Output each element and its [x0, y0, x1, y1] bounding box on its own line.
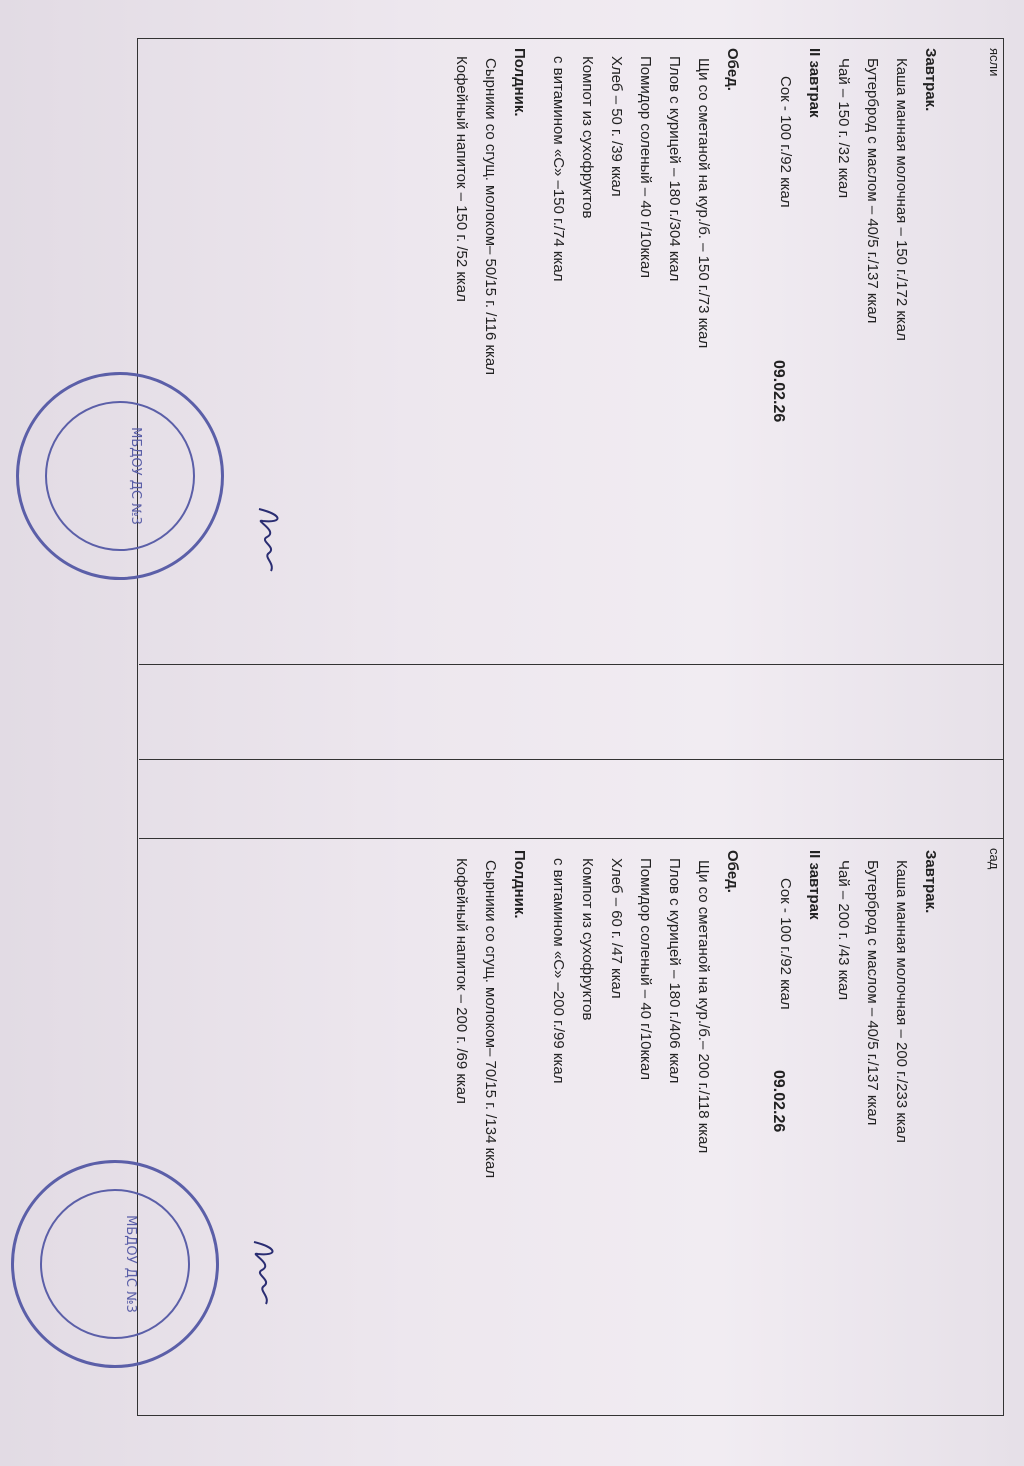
menu-item: Компот из сухофруктов — [579, 56, 596, 219]
signature-left — [249, 505, 289, 575]
kindergarten-second-breakfast-heading: II завтрак — [806, 850, 823, 920]
signature-right — [244, 1238, 284, 1308]
kindergarten-breakfast-heading: Завтрак. — [922, 850, 939, 914]
nursery-tag: ясли — [987, 48, 1002, 77]
nursery-lunch-heading: Обед. — [724, 48, 741, 91]
menu-item: Щи со сметаной на кур./б. – 150 г./73 ккал — [695, 58, 712, 349]
stamp-text: МБДОУ ДС №3 — [128, 427, 143, 525]
kindergarten-lunch-heading: Обед. — [724, 850, 741, 893]
column-divider-mid — [139, 759, 1004, 760]
menu-item: Сырники со сгущ. молоком– 50/15 г. /116 ккал — [482, 58, 499, 376]
menu-item: Щи со сметаной на кур./б.– 200 г./118 ккал — [695, 860, 712, 1154]
menu-item: Плов с курицей – 180 г./304 ккал — [666, 56, 683, 282]
menu-item: Чай – 150 г. /32 ккал — [835, 58, 852, 199]
kindergarten-date: 09.02.26 — [770, 1070, 787, 1133]
kindergarten-menu — [447, 850, 979, 1410]
column-divider-left — [139, 664, 1004, 665]
nursery-breakfast-heading: Завтрак. — [922, 48, 939, 112]
menu-item: Плов с курицей – 180 г./406 ккал — [666, 858, 683, 1084]
menu-item: Хлеб – 60 г. /47 ккал — [608, 858, 625, 999]
menu-item: Сок - 100 г./92 ккал — [777, 76, 794, 208]
nursery-menu — [447, 48, 979, 648]
nursery-second-breakfast-heading: II завтрак — [806, 48, 823, 118]
menu-item: Каша манная молочная – 150 г./172 ккал — [893, 58, 910, 341]
menu-item: с витамином «С» –150 г./74 ккал — [550, 56, 567, 282]
menu-item: Кофейный напиток – 200 г. /69 ккал — [453, 858, 470, 1104]
kindergarten-snack-heading: Полдник. — [511, 850, 528, 919]
menu-item: Чай – 200 г. /43 ккал — [835, 860, 852, 1001]
menu-item: Каша манная молочная – 200 г./233 ккал — [893, 860, 910, 1143]
stamp-text: МБДОУ ДС №3 — [123, 1215, 138, 1313]
menu-item: Бутерброд с маслом – 40/5 г./137 ккал — [864, 58, 881, 324]
nursery-snack-heading: Полдник. — [511, 48, 528, 117]
menu-item: Сырники со сгущ. молоком– 70/15 г. /134 ккал — [482, 860, 499, 1179]
menu-item: Компот из сухофруктов — [579, 858, 596, 1021]
official-stamp-left — [16, 372, 224, 580]
column-divider-right — [139, 838, 1004, 839]
menu-item: Помидор соленый – 40 г/10ккал — [637, 858, 654, 1081]
menu-item: Кофейный напиток – 150 г. /52 ккал — [453, 56, 470, 302]
menu-item: Помидор соленый – 40 г/10ккал — [637, 56, 654, 279]
kindergarten-tag: сад — [987, 848, 1002, 870]
official-stamp-right — [11, 1160, 219, 1368]
nursery-date: 09.02.26 — [770, 360, 787, 423]
menu-item: Сок - 100 г./92 ккал — [777, 878, 794, 1010]
menu-item: Хлеб – 50 г. /39 ккал — [608, 56, 625, 197]
menu-item: Бутерброд с маслом – 40/5 г./137 ккал — [864, 860, 881, 1126]
menu-item: с витамином «С» –200 г./99 ккал — [550, 858, 567, 1084]
